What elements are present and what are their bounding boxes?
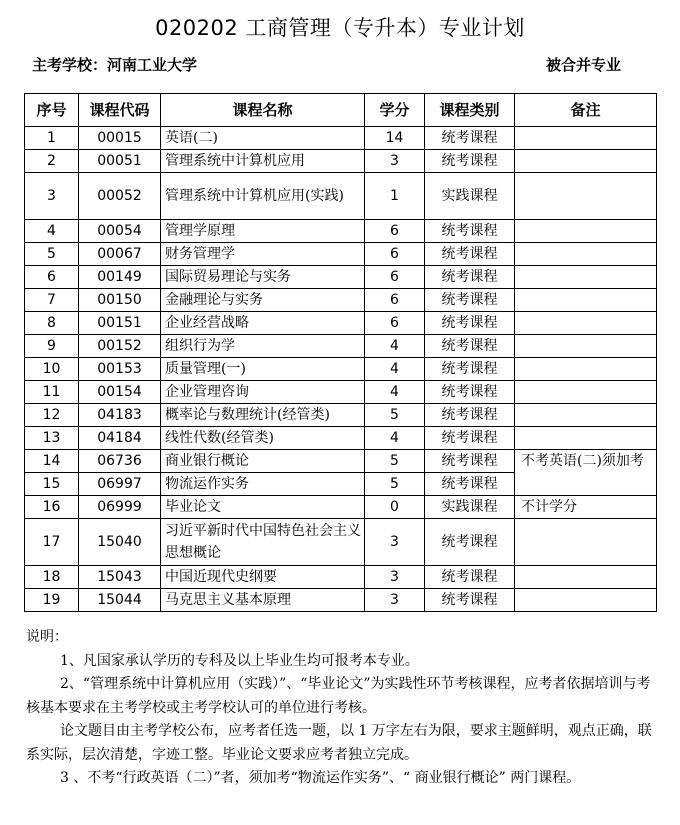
cell-name: 财务管理学 bbox=[161, 243, 365, 266]
cell-code: 04183 bbox=[79, 404, 161, 427]
cell-type: 统考课程 bbox=[425, 358, 515, 381]
cell-name: 国际贸易理论与实务 bbox=[161, 266, 365, 289]
cell-name: 金融理论与实务 bbox=[161, 289, 365, 312]
cell-no: 8 bbox=[25, 312, 79, 335]
cell-no: 17 bbox=[25, 519, 79, 566]
cell-no: 14 bbox=[25, 450, 79, 473]
note-2-detail: 论文题目由主考学校公布，应考者任选一题，以 1 万字左右为限，要求主题鲜明，观点正确，联系实际，层次清楚，字迹工整。毕业论文要求应考者独立完成。 bbox=[26, 723, 652, 763]
cell-name: 质量管理(一) bbox=[161, 358, 365, 381]
cell-remark bbox=[515, 381, 657, 404]
cell-remark bbox=[515, 266, 657, 289]
cell-type: 统考课程 bbox=[425, 266, 515, 289]
cell-code: 04184 bbox=[79, 427, 161, 450]
cell-type: 实践课程 bbox=[425, 173, 515, 220]
cell-no: 1 bbox=[25, 127, 79, 150]
table-row bbox=[25, 289, 657, 312]
cell-type: 统考课程 bbox=[425, 566, 515, 589]
cell-code: 00051 bbox=[79, 150, 161, 173]
cell-no: 7 bbox=[25, 289, 79, 312]
cell-remark bbox=[515, 312, 657, 335]
cell-remark bbox=[515, 404, 657, 427]
col-header-no: 序号 bbox=[25, 94, 79, 127]
cell-credit: 5 bbox=[365, 450, 425, 473]
cell-remark bbox=[515, 220, 657, 243]
cell-name: 中国近现代史纲要 bbox=[161, 566, 365, 589]
cell-remark bbox=[515, 335, 657, 358]
cell-type: 统考课程 bbox=[425, 243, 515, 266]
col-header-credit: 学分 bbox=[365, 94, 425, 127]
cell-code: 00149 bbox=[79, 266, 161, 289]
cell-code: 00154 bbox=[79, 381, 161, 404]
cell-type: 统考课程 bbox=[425, 404, 515, 427]
table-row bbox=[25, 358, 657, 381]
cell-name: 英语(二) bbox=[161, 127, 365, 150]
cell-credit: 5 bbox=[365, 404, 425, 427]
cell-code: 00153 bbox=[79, 358, 161, 381]
cell-remark bbox=[515, 289, 657, 312]
table-row bbox=[25, 519, 657, 566]
cell-no: 11 bbox=[25, 381, 79, 404]
cell-credit: 6 bbox=[365, 289, 425, 312]
cell-code: 00015 bbox=[79, 127, 161, 150]
cell-name: 物流运作实务 bbox=[161, 473, 365, 496]
col-header-remark: 备注 bbox=[515, 94, 657, 127]
cell-credit: 6 bbox=[365, 220, 425, 243]
table-row bbox=[25, 173, 657, 220]
cell-type: 统考课程 bbox=[425, 335, 515, 358]
cell-no: 4 bbox=[25, 220, 79, 243]
cell-type: 统考课程 bbox=[425, 150, 515, 173]
cell-credit: 6 bbox=[365, 312, 425, 335]
cell-credit: 3 bbox=[365, 589, 425, 612]
merged-label: 被合并专业 bbox=[546, 56, 622, 74]
cell-code: 00151 bbox=[79, 312, 161, 335]
cell-remark bbox=[515, 127, 657, 150]
cell-credit: 0 bbox=[365, 496, 425, 519]
cell-type: 统考课程 bbox=[425, 589, 515, 612]
table-row bbox=[25, 335, 657, 358]
cell-code: 00152 bbox=[79, 335, 161, 358]
cell-name: 管理系统中计算机应用 bbox=[161, 150, 365, 173]
col-header-code: 课程代码 bbox=[79, 94, 161, 127]
notes-section bbox=[26, 626, 656, 791]
cell-no: 16 bbox=[25, 496, 79, 519]
cell-no: 2 bbox=[25, 150, 79, 173]
cell-no: 5 bbox=[25, 243, 79, 266]
table-row bbox=[25, 150, 657, 173]
cell-credit: 3 bbox=[365, 150, 425, 173]
cell-no: 3 bbox=[25, 173, 79, 220]
cell-type: 统考课程 bbox=[425, 519, 515, 566]
cell-remark bbox=[515, 589, 657, 612]
cell-code: 00054 bbox=[79, 220, 161, 243]
cell-credit: 4 bbox=[365, 335, 425, 358]
cell-code: 15043 bbox=[79, 566, 161, 589]
cell-credit: 1 bbox=[365, 173, 425, 220]
cell-code: 00067 bbox=[79, 243, 161, 266]
table-row bbox=[25, 243, 657, 266]
cell-credit: 14 bbox=[365, 127, 425, 150]
table-row bbox=[25, 450, 657, 473]
cell-credit: 4 bbox=[365, 427, 425, 450]
cell-type: 统考课程 bbox=[425, 289, 515, 312]
cell-type: 统考课程 bbox=[425, 381, 515, 404]
cell-code: 00052 bbox=[79, 173, 161, 220]
cell-no: 15 bbox=[25, 473, 79, 496]
cell-remark bbox=[515, 173, 657, 220]
cell-credit: 6 bbox=[365, 243, 425, 266]
cell-credit: 3 bbox=[365, 519, 425, 566]
cell-type: 统考课程 bbox=[425, 450, 515, 473]
cell-no: 6 bbox=[25, 266, 79, 289]
page-title: 020202 工商管理（专升本）专业计划 bbox=[155, 16, 525, 40]
cell-code: 06999 bbox=[79, 496, 161, 519]
cell-name: 概率论与数理统计(经管类) bbox=[161, 404, 365, 427]
cell-no: 18 bbox=[25, 566, 79, 589]
table-row bbox=[25, 312, 657, 335]
cell-type: 统考课程 bbox=[425, 473, 515, 496]
cell-remark bbox=[515, 243, 657, 266]
cell-code: 00150 bbox=[79, 289, 161, 312]
cell-name: 管理学原理 bbox=[161, 220, 365, 243]
table-row bbox=[25, 127, 657, 150]
table-row bbox=[25, 566, 657, 589]
table-row bbox=[25, 404, 657, 427]
cell-name: 商业银行概论 bbox=[161, 450, 365, 473]
course-table bbox=[24, 93, 657, 612]
note-2: 2、“管理系统中计算机应用（实践）”、“毕业论文”为实践性环节考核课程，应考者依据培训与考核基本要求在主考学校或主考学校认可的单位进行考核。 bbox=[26, 676, 651, 716]
cell-credit: 4 bbox=[365, 381, 425, 404]
cell-credit: 6 bbox=[365, 266, 425, 289]
cell-name: 习近平新时代中国特色社会主义思想概论 bbox=[161, 519, 365, 566]
cell-name: 毕业论文 bbox=[161, 496, 365, 519]
cell-type: 统考课程 bbox=[425, 312, 515, 335]
cell-remark bbox=[515, 427, 657, 450]
cell-remark bbox=[515, 566, 657, 589]
cell-no: 13 bbox=[25, 427, 79, 450]
cell-name: 企业经营战略 bbox=[161, 312, 365, 335]
cell-type: 统考课程 bbox=[425, 127, 515, 150]
notes-label: 说明： bbox=[26, 629, 68, 645]
cell-remark: 不计学分 bbox=[515, 496, 657, 519]
table-row bbox=[25, 381, 657, 404]
col-header-name: 课程名称 bbox=[161, 94, 365, 127]
cell-type: 统考课程 bbox=[425, 427, 515, 450]
table-header-row bbox=[25, 94, 657, 127]
cell-name: 企业管理咨询 bbox=[161, 381, 365, 404]
cell-no: 19 bbox=[25, 589, 79, 612]
cell-code: 06997 bbox=[79, 473, 161, 496]
cell-name: 管理系统中计算机应用(实践) bbox=[161, 173, 365, 220]
table-row bbox=[25, 589, 657, 612]
cell-code: 15044 bbox=[79, 589, 161, 612]
cell-name: 马克思主义基本原理 bbox=[161, 589, 365, 612]
cell-credit: 4 bbox=[365, 358, 425, 381]
cell-type: 统考课程 bbox=[425, 220, 515, 243]
table-row bbox=[25, 496, 657, 519]
table-row bbox=[25, 266, 657, 289]
cell-no: 10 bbox=[25, 358, 79, 381]
cell-remark-merged: 不考英语(二)须加考 bbox=[515, 450, 657, 496]
cell-credit: 5 bbox=[365, 473, 425, 496]
school-label: 主考学校：河南工业大学 bbox=[32, 56, 198, 74]
cell-remark bbox=[515, 519, 657, 566]
cell-code: 15040 bbox=[79, 519, 161, 566]
cell-type: 实践课程 bbox=[425, 496, 515, 519]
note-1: 1、凡国家承认学历的专科及以上毕业生均可报考本专业。 bbox=[60, 652, 419, 669]
cell-name: 线性代数(经管类) bbox=[161, 427, 365, 450]
cell-name: 组织行为学 bbox=[161, 335, 365, 358]
cell-credit: 3 bbox=[365, 566, 425, 589]
col-header-type: 课程类别 bbox=[425, 94, 515, 127]
cell-no: 9 bbox=[25, 335, 79, 358]
table-row bbox=[25, 427, 657, 450]
cell-no: 12 bbox=[25, 404, 79, 427]
cell-code: 06736 bbox=[79, 450, 161, 473]
cell-remark bbox=[515, 150, 657, 173]
table-row bbox=[25, 220, 657, 243]
note-3: 3 、不考“行政英语（二）”者，须加考“物流运作实务”、“ 商业银行概论” 两门课程。 bbox=[60, 770, 581, 786]
cell-remark bbox=[515, 358, 657, 381]
